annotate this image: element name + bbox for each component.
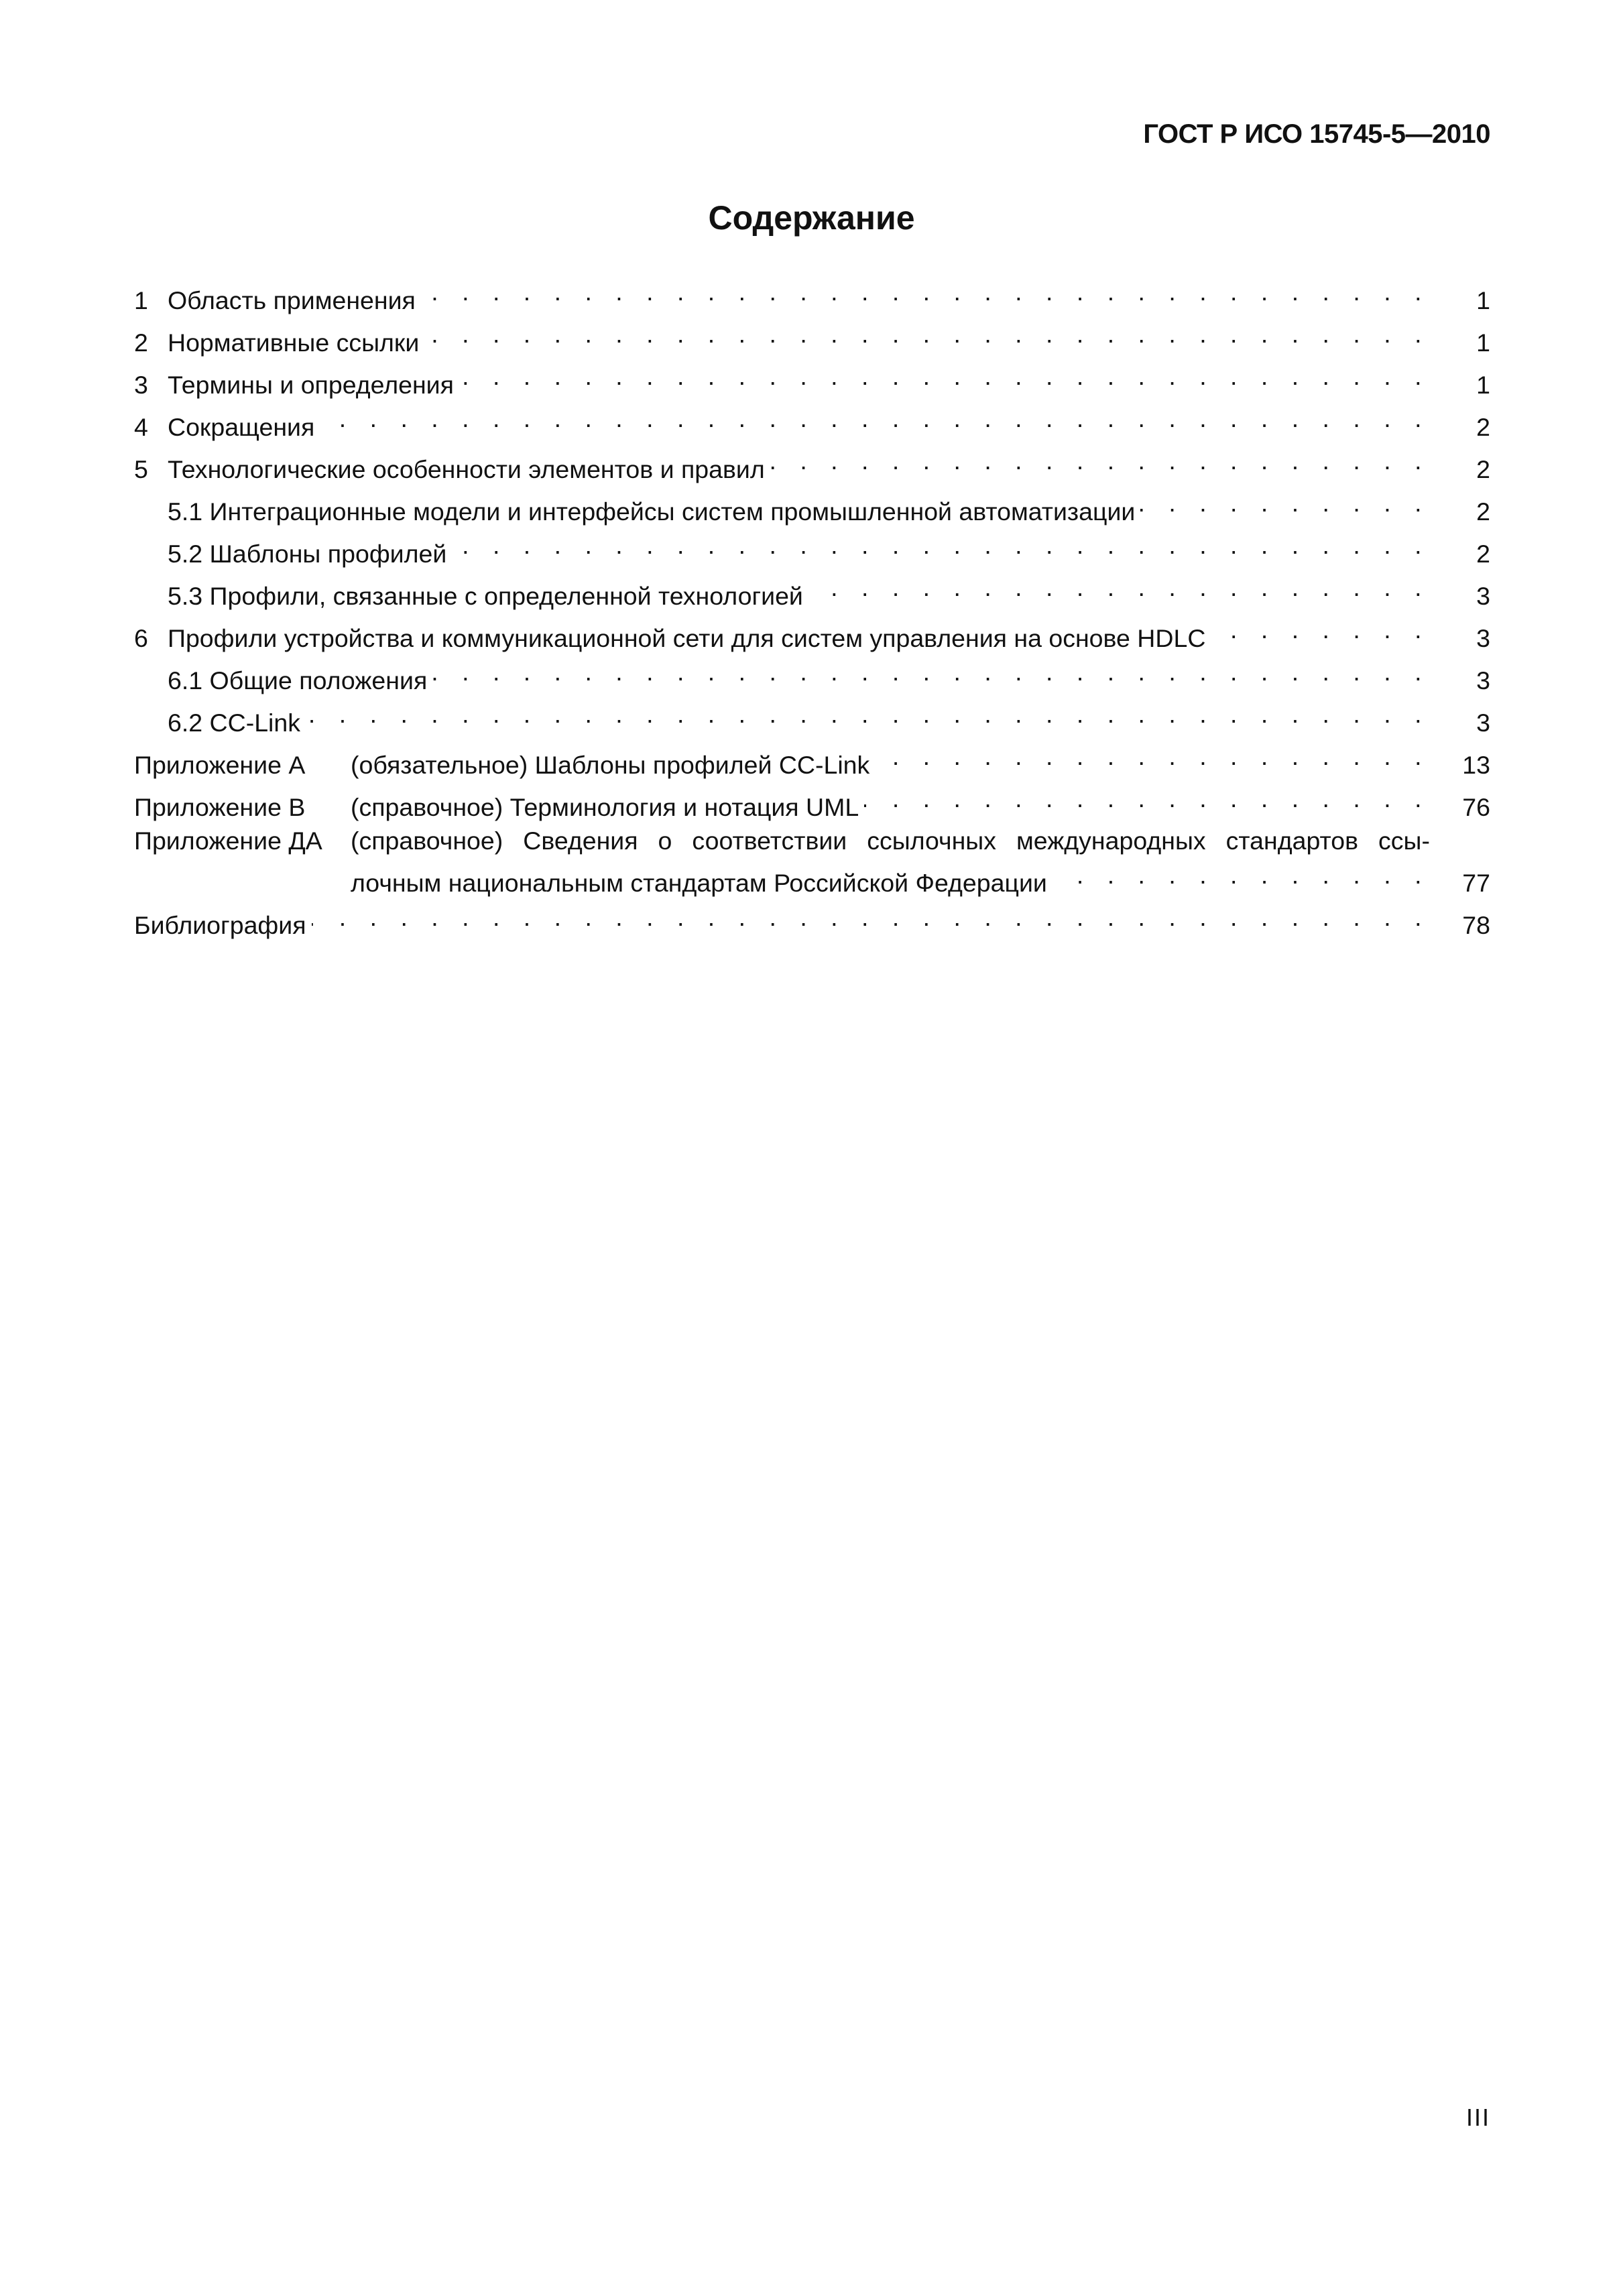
- toc-entry-page: 2: [1476, 455, 1490, 483]
- toc-entry-title: 5.1 Интеграционные модели и интерфейсы систем промышленной автоматизации: [168, 497, 1136, 526]
- dot-leader: [432, 655, 1430, 689]
- toc-entry-6-2[interactable]: [134, 697, 1490, 739]
- dot-leader: [1140, 486, 1430, 520]
- toc-entry-page: 13: [1462, 750, 1490, 779]
- dot-leader: [1211, 613, 1430, 647]
- dot-leader: [459, 359, 1430, 394]
- toc-entry-page: 3: [1476, 581, 1490, 610]
- toc-entry-page: 78: [1462, 911, 1490, 939]
- toc-entry-title: Технологические особенности элементов и правил: [168, 455, 765, 483]
- appendix-label: Приложение ДА: [134, 827, 322, 855]
- toc-entry-title: Профили устройства и коммуникационной сети для систем управления на основе HDLC: [168, 623, 1206, 652]
- toc-entry-5[interactable]: [134, 444, 1490, 486]
- toc-entry-5-1[interactable]: [134, 486, 1490, 528]
- appendix-da-line2: [351, 858, 1490, 900]
- toc-entry-2[interactable]: [134, 317, 1490, 359]
- toc-bibliography[interactable]: [134, 900, 1490, 943]
- toc-entry-number: 2: [134, 328, 148, 357]
- dot-leader: [421, 275, 1430, 309]
- toc-entry-1[interactable]: [134, 275, 1490, 317]
- dot-leader: [452, 528, 1430, 562]
- toc-entry-page: 3: [1476, 708, 1490, 737]
- appendix-da-body: [351, 824, 1490, 900]
- dot-leader: [770, 444, 1430, 478]
- dot-leader: [875, 739, 1430, 774]
- toc-appendix-a[interactable]: [134, 739, 1490, 782]
- toc-entry-6[interactable]: [134, 613, 1490, 655]
- toc-entry-page: 3: [1476, 666, 1490, 694]
- toc-entry-page: 1: [1476, 286, 1490, 314]
- toc-entry-3[interactable]: [134, 359, 1490, 402]
- toc-entry-title: Нормативные ссылки: [168, 328, 420, 357]
- toc-entry-title: Термины и определения: [168, 370, 454, 399]
- document-code-header: ГОСТ Р ИСО 15745-5—2010: [1143, 119, 1490, 149]
- dot-leader: [1053, 858, 1430, 892]
- appendix-label: Приложение B: [134, 792, 306, 821]
- dot-leader: [424, 317, 1430, 351]
- toc-entry-page: 3: [1476, 623, 1490, 652]
- toc-entry-title-line1: (справочное) Сведения о соответствии ссылочных международных стандартов ссы-: [351, 827, 1430, 855]
- toc-entry-title: 5.3 Профили, связанные с определенной технологией: [168, 581, 803, 610]
- appendix-label: Приложение A: [134, 750, 306, 779]
- toc-appendix-b[interactable]: [134, 782, 1490, 824]
- toc-entry-page: 77: [1462, 869, 1490, 897]
- toc-entry-number: 3: [134, 370, 148, 399]
- page-number: III: [1465, 2104, 1490, 2131]
- toc-entry-5-3[interactable]: [134, 570, 1490, 613]
- toc-entry-4[interactable]: [134, 402, 1490, 444]
- toc-entry-page: 2: [1476, 412, 1490, 441]
- toc-entry-page: 2: [1476, 539, 1490, 568]
- toc-entry-page: 1: [1476, 370, 1490, 399]
- toc-entry-page: 1: [1476, 328, 1490, 357]
- toc-entry-title: (справочное) Терминология и нотация UML: [351, 792, 859, 821]
- toc-entry-6-1[interactable]: [134, 655, 1490, 697]
- toc-entry-page: 76: [1462, 792, 1490, 821]
- dot-leader: [312, 900, 1430, 934]
- page-title: Содержание: [708, 199, 915, 237]
- toc-entry-title: Сокращения: [168, 412, 315, 441]
- toc-entry-title: Библиография: [134, 911, 306, 939]
- toc-entry-title: 5.2 Шаблоны профилей: [168, 539, 447, 568]
- toc-entry-title: Область применения: [168, 286, 416, 314]
- toc-entry-title: 6.2 CC-Link: [168, 708, 300, 737]
- toc-entry-number: 1: [134, 286, 148, 314]
- toc-entry-number: 6: [134, 623, 148, 652]
- toc-entry-page: 2: [1476, 497, 1490, 526]
- dot-leader: [808, 570, 1430, 605]
- toc-appendix-da[interactable]: [134, 824, 1490, 900]
- dot-leader: [864, 782, 1430, 816]
- toc-entry-title: 6.1 Общие положения: [168, 666, 428, 694]
- dot-leader: [306, 697, 1430, 731]
- toc-entry-title-line2: лочным национальным стандартам Российской Федерации: [351, 869, 1047, 897]
- toc-entry-5-2[interactable]: [134, 528, 1490, 570]
- dot-leader: [320, 402, 1430, 436]
- toc-entry-title: (обязательное) Шаблоны профилей CC-Link: [351, 750, 870, 779]
- toc-entry-number: 5: [134, 455, 148, 483]
- toc-entry-number: 4: [134, 412, 148, 441]
- table-of-contents: [134, 275, 1490, 943]
